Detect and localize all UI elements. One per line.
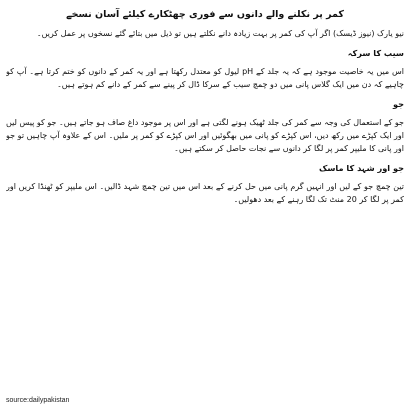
section-text-oats-honey-mask: تین چمچ جو کے لیں اور انہیں گرم پانی میں حل کرنے کے بعد اس میں تین چمچ شہد ڈالیں۔ اس ملیپر کو ٹھنڈا کریں اور کمر پر لگا کر 20 منٹ تک لگا رہنے کے بعد دھولیں۔ <box>6 182 404 204</box>
article-title: کمر پر نکلنے والے دانوں سے فوری چھٹکارے کیلئے آسان نسخے <box>66 9 344 20</box>
source-credit: source:dailypakistan <box>6 397 70 404</box>
intro-paragraph: نیو یارک (نیوز ڈیسک) اگر آپ کی کمر پر بہت زیادہ دانے نکلتے ہیں تو ذیل میں بتائے گئے نسخوں پر عمل کریں۔ <box>36 29 404 38</box>
section-text-apple-vinegar: اس میں یہ خاصیت موجود ہے کہ یہ جلد کے pH لیول کو معتدل رکھتا ہے اور یہ کمر کے دانوں کو ختم کرتا ہے۔ آپ کو چاہیے کہ دن میں ایک گلاس پانی میں دو چمچ سیب کے سرکا ڈال کر پینے سے کمر کے دانے کم ہوتے ہیں۔ <box>6 67 404 89</box>
section-heading-oats: جو <box>392 99 404 109</box>
section-heading-oats-honey-mask: جو اور شہد کا ماسک <box>318 163 404 173</box>
section-heading-apple-vinegar: سیب کا سرکہ <box>347 48 404 58</box>
section-text-oats: جو کے استعمال کی وجہ سے کمر کی جلد ٹھیک ہونے لگتی ہے اور اس پر موجود داغ صاف ہو جاتے ہیں۔ جو کو پیس لیں اور ایک کپڑے میں رکھ دیں، اس کپڑے کو پانی میں بھگوئیں اور اس کپڑے کو کمر پر ملیں۔ اس کے علاوہ آپ چاہیں تو جو اور پانی کا ملیپر کمر پر لگا کر دانوں سے نجات حاصل کر سکتے ہیں۔ <box>6 118 404 153</box>
article <box>6 8 404 402</box>
